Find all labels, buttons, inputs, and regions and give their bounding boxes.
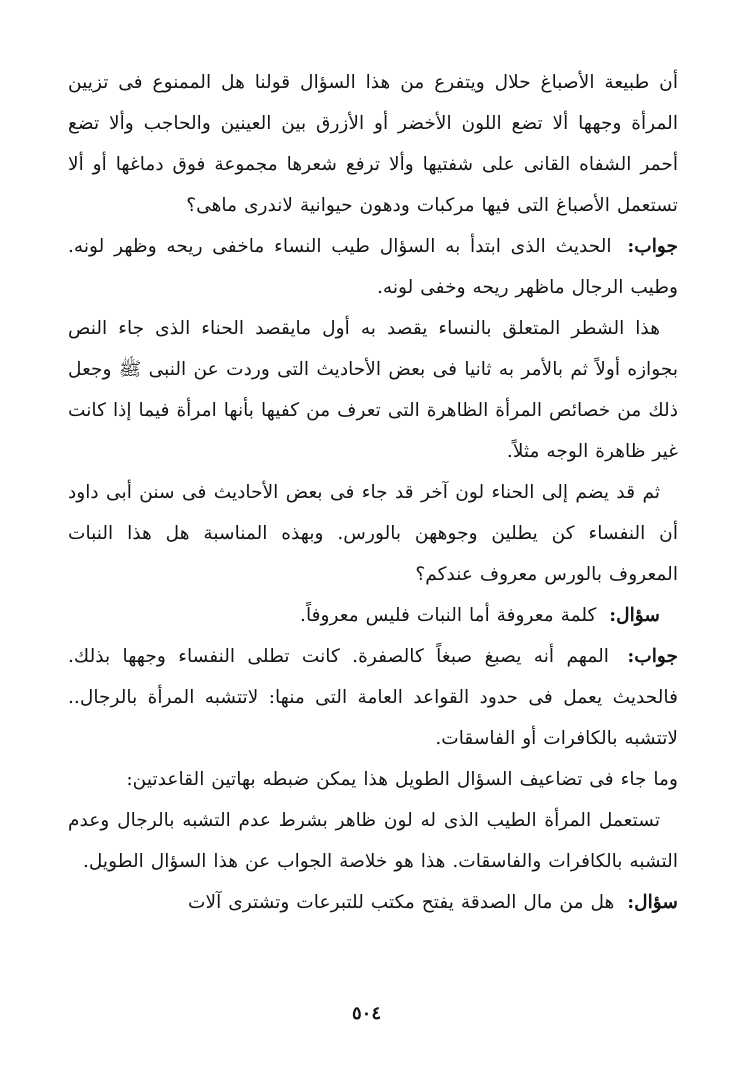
paragraph-text: تستعمل المرأة الطيب الذى له لون ظاهر بشرط عدم التشبه بالرجال وعدم التشبه بالكافرات والفاسقات. هذا هو خلاصة الجواب عن هذا السؤال الطويل.	[68, 810, 678, 872]
paragraph-question-continuation	[68, 62, 678, 226]
paragraph-text: ثم قد يضم إلى الحناء لون آخر قد جاء فى بعض الأحاديث فى سنن أبى داود أن النفساء كن يطلين وجوههن بالورس. وبهذه المناسبة هل هذا النبات المعروف بالورس معروف عندكم؟	[68, 482, 678, 585]
paragraph-henna	[68, 308, 678, 472]
paragraph-text: هذا الشطر المتعلق بالنساء يقصد به أول مايقصد الحناء الذى جاء النص بجوازه أولاً ثم بالأمر به ثانيا فى بعض الأحاديث التى وردت عن النبى ﷺ وجعل ذلك من خصائص المرأة الظاهرة التى تعرف من كفيها بأنها امرأة فيما إذا كانت غير ظاهرة الوجه مثلاً.	[68, 318, 678, 462]
page-number: ٥٠٤	[351, 1003, 381, 1024]
answer-label: جواب:	[627, 646, 678, 667]
paragraph-answer-hadith	[68, 226, 678, 308]
page-body	[68, 62, 678, 923]
question-label: سؤال:	[627, 892, 678, 913]
paragraph-question-charity	[68, 882, 678, 923]
paragraph-text: المهم أنه يصبغ صبغاً كالصفرة. كانت تطلى النفساء وجهها بذلك. فالحديث يعمل فى حدود القواعد العامة التى منها: لاتتشبه المرأة بالرجال.. لاتتشبه بالكافرات أو الفاسقات.	[68, 646, 678, 749]
paragraph-text: وما جاء فى تضاعيف السؤال الطويل هذا يمكن ضبطه بهاتين القاعدتين:	[126, 769, 678, 790]
paragraph-text: الحديث الذى ابتدأ به السؤال طيب النساء ماخفى ريحه وظهر لونه. وطيب الرجال ماظهر ريحه وخفى لونه.	[68, 236, 678, 298]
paragraph-wars-plant	[68, 472, 678, 595]
paragraph-answer-dye	[68, 636, 678, 759]
paragraph-summary	[68, 800, 678, 882]
paragraph-two-rules	[68, 759, 678, 800]
paragraph-text: أن طبيعة الأصباغ حلال ويتفرع من هذا السؤال قولنا هل الممنوع فى تزيين المرأة وجهها ألا تضع اللون الأخضر أو الأزرق بين العينين والحاجب وألا تضع أحمر الشفاه القانى على شفتيها وألا ترفع شعرها مجموعة فوق دماغها أو ألا تستعمل الأصباغ التى فيها مركبات ودهون حيوانية لاندرى ماهى؟	[68, 72, 678, 216]
paragraph-text: كلمة معروفة أما النبات فليس معروفاً.	[300, 605, 597, 626]
answer-label: جواب:	[627, 236, 678, 257]
question-label: سؤال:	[609, 605, 660, 626]
paragraph-text: هل من مال الصدقة يفتح مكتب للتبرعات وتشترى آلات	[188, 892, 615, 913]
paragraph-question-known	[68, 595, 678, 636]
